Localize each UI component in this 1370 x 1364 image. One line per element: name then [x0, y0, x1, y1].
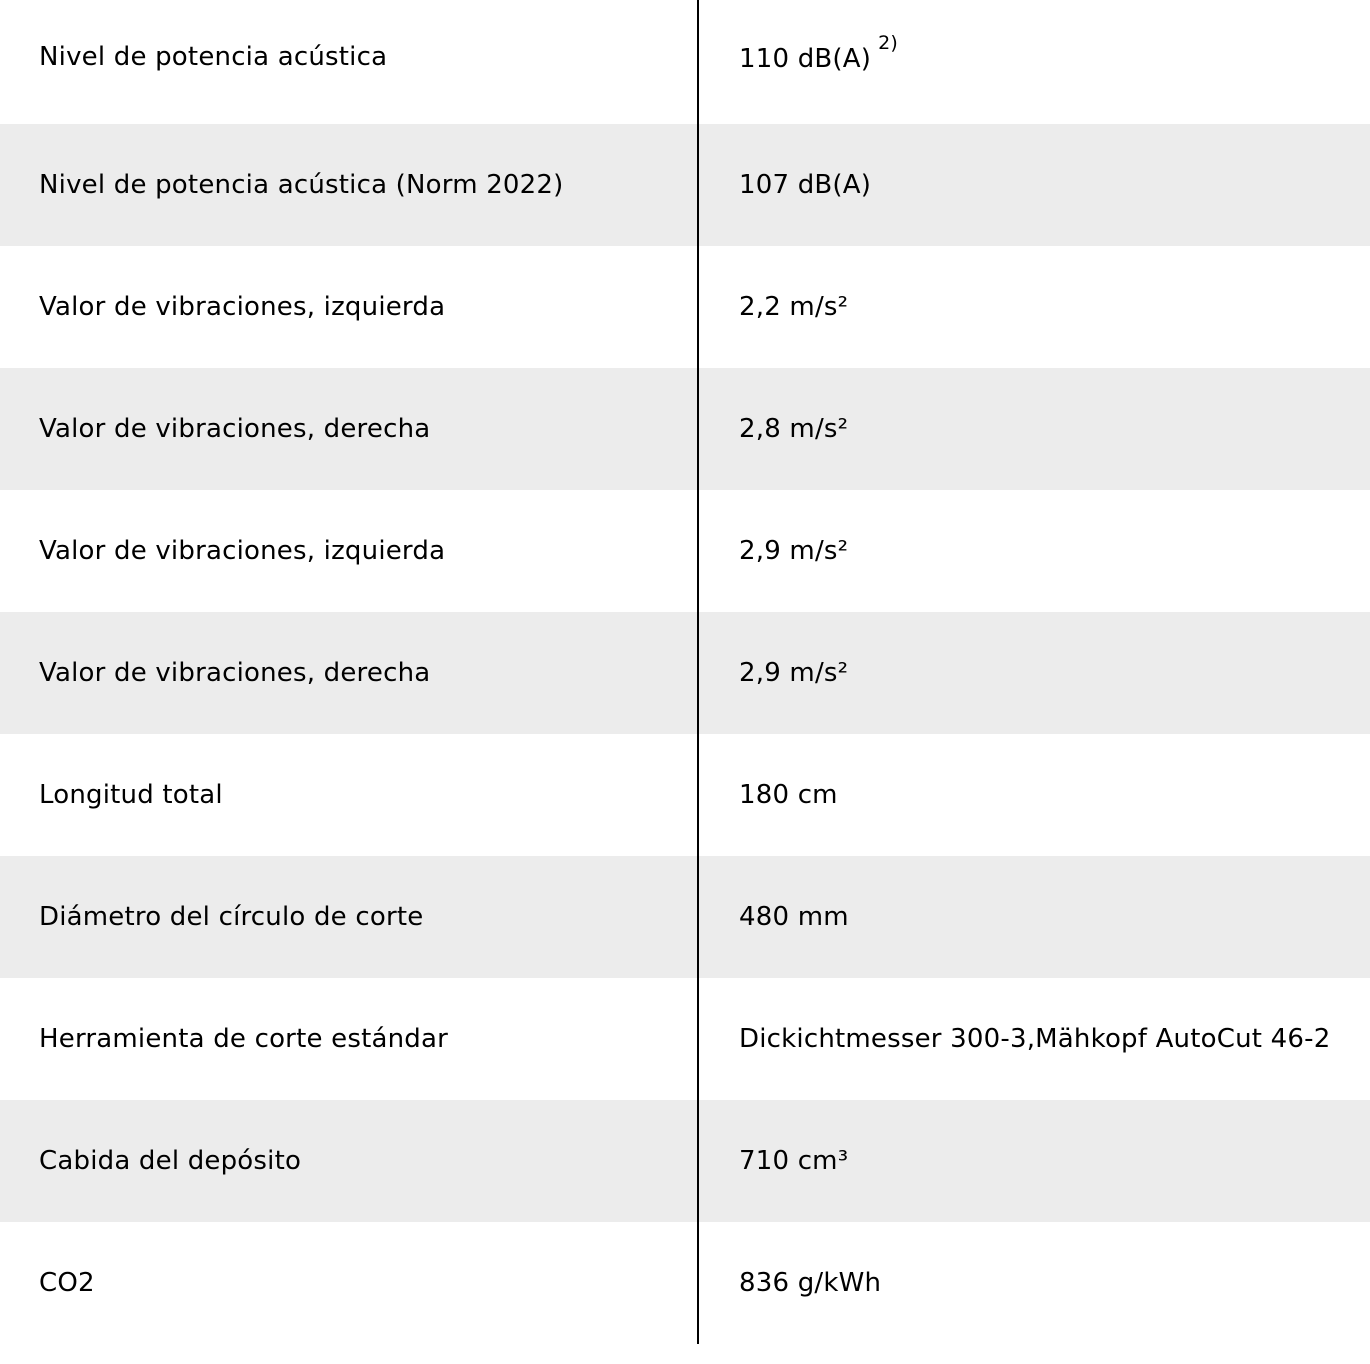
table-row [0, 1222, 1370, 1344]
spec-value: 836 g/kWh [739, 1268, 882, 1298]
column-divider [697, 0, 699, 1344]
spec-value: 110 dB(A) [739, 44, 872, 74]
spec-label: Cabida del depósito [39, 1146, 302, 1176]
spec-value: 2,9 m/s² [739, 658, 849, 688]
spec-label: Longitud total [39, 780, 223, 810]
spec-value: 480 mm [739, 902, 849, 932]
spec-label: Nivel de potencia acústica [39, 42, 388, 72]
spec-label: CO2 [39, 1268, 95, 1298]
table-row [0, 124, 1370, 246]
spec-label: Valor de vibraciones, izquierda [39, 292, 446, 322]
spec-value: 2,9 m/s² [739, 536, 849, 566]
spec-label: Valor de vibraciones, izquierda [39, 536, 446, 566]
spec-label: Diámetro del círculo de corte [39, 902, 424, 932]
spec-value: 2,8 m/s² [739, 414, 849, 444]
spec-label: Valor de vibraciones, derecha [39, 414, 431, 444]
spec-value-cell [739, 0, 898, 74]
table-row [0, 978, 1370, 1100]
spec-value: 710 cm³ [739, 1146, 849, 1176]
spec-label: Valor de vibraciones, derecha [39, 658, 431, 688]
footnote-marker[interactable]: 2) [878, 32, 899, 54]
spec-label: Nivel de potencia acústica (Norm 2022) [39, 170, 564, 200]
spec-value: 107 dB(A) [739, 170, 872, 200]
table-row [0, 246, 1370, 368]
table-row [0, 856, 1370, 978]
table-row [0, 368, 1370, 490]
spec-value: 180 cm [739, 780, 838, 810]
table-row [0, 490, 1370, 612]
table-row [0, 0, 1370, 124]
spec-value: Dickichtmesser 300-3,Mähkopf AutoCut 46-2 [739, 1024, 1331, 1054]
table-row [0, 612, 1370, 734]
table-row [0, 1100, 1370, 1222]
spec-label: Herramienta de corte estándar [39, 1024, 449, 1054]
spec-value: 2,2 m/s² [739, 292, 849, 322]
table-row [0, 734, 1370, 856]
